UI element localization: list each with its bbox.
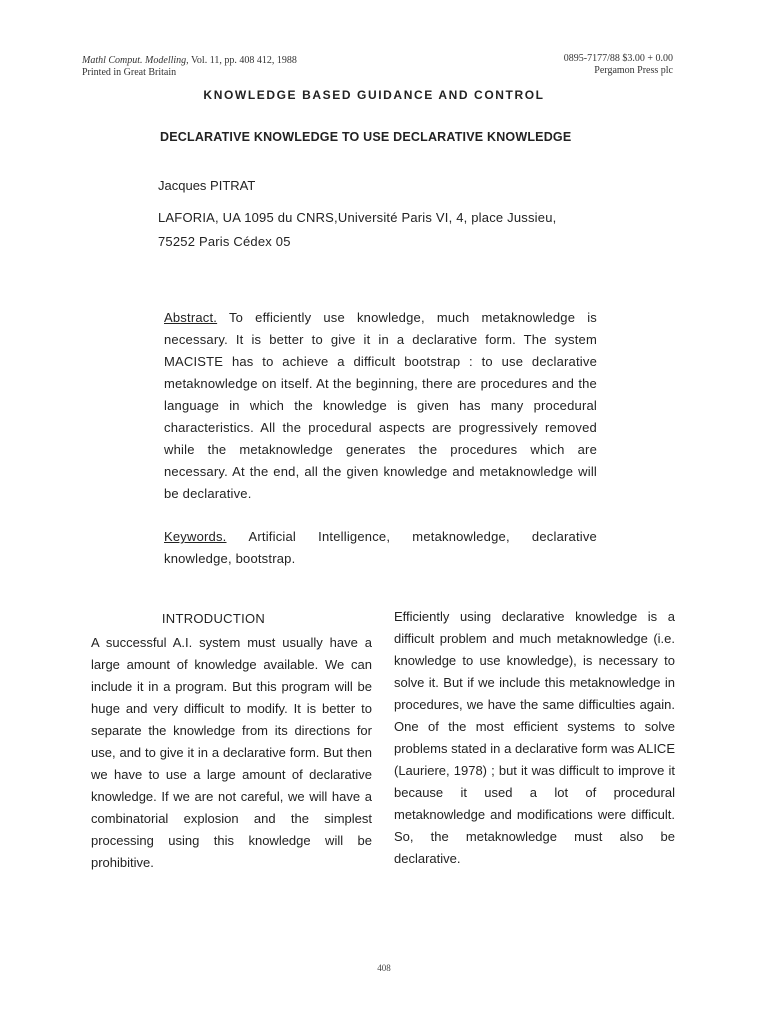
abstract-text: To efficiently use knowledge, much metaknowledge is necessary. It is better to give it in a declarative form. The system MACISTE has to achieve a difficult bootstrap : to use declarative metaknowledge on itself. At the beginning, there are procedures and the language in which the knowledge is given has many procedural characteristics. All the procedural aspects are progressively removed while the metaknowledge generates the procedures which are necessary. At the end, all the given knowledge and metaknowledge will be declarative. — [164, 310, 597, 501]
citation-details: Vol. 11, pp. 408 412, 1988 — [188, 55, 297, 66]
abstract-label: Abstract. — [164, 310, 218, 325]
author-name: Jacques PITRAT — [158, 178, 256, 193]
section-title-text: KNOWLEDGE BASED GUIDANCE AND CONTROL — [203, 88, 545, 102]
affiliation-line-2: 75252 Paris Cédex 05 — [158, 234, 291, 249]
publisher-name: Pergamon Press plc — [594, 65, 673, 76]
abstract — [164, 307, 597, 505]
issn-price: 0895-7177/88 $3.00 + 0.00 — [563, 53, 673, 64]
page-number: 408 — [377, 963, 391, 973]
intro-paragraph-left: A successful A.I. system must usually have a large amount of knowledge available. We can include it in a program. But this program will be huge and very difficult to modify. It is better to separate the knowledge from its directions for use, and to give it in a declarative form. But then we have to use a large amount of declarative knowledge. If we are not careful, we will have a combinatorial explosion and the simplest processing using this knowledge will be prohibitive. — [91, 635, 372, 870]
journal-name: Mathl Comput. Modelling, — [82, 55, 189, 66]
left-column — [91, 608, 372, 874]
paper-title: DECLARATIVE KNOWLEDGE TO USE DECLARATIVE KNOWLEDGE — [160, 130, 572, 144]
introduction-heading — [91, 608, 372, 630]
publisher-header — [564, 53, 673, 77]
keywords — [164, 526, 597, 570]
section-title — [0, 88, 768, 102]
keywords-label: Keywords. — [164, 529, 227, 544]
keywords-text: Artificial Intelligence, metaknowledge, declarative knowledge, bootstrap. — [164, 529, 597, 566]
introduction-heading-text: INTRODUCTION — [161, 611, 266, 626]
right-column — [394, 606, 675, 870]
citation-header — [82, 55, 297, 79]
affiliation — [158, 206, 618, 254]
affiliation-line-1: LAFORIA, UA 1095 du CNRS,Université Paris VI, 4, place Jussieu, — [158, 210, 557, 225]
intro-paragraph-right: Efficiently using declarative knowledge is a difficult problem and much metaknowledge (i.e. knowledge to use knowledge), is necessary to solve it. But if we include this metaknowledge in procedures, we have the same difficulties again. One of the most efficient systems to solve problems stated in a declarative form was ALICE (Lauriere, 1978) ; but it was difficult to improve it because it used a lot of procedural metaknowledge and modifications were difficult. So, the metaknowledge must also be declarative. — [394, 609, 675, 866]
printed-in: Printed in Great Britain — [82, 67, 177, 78]
